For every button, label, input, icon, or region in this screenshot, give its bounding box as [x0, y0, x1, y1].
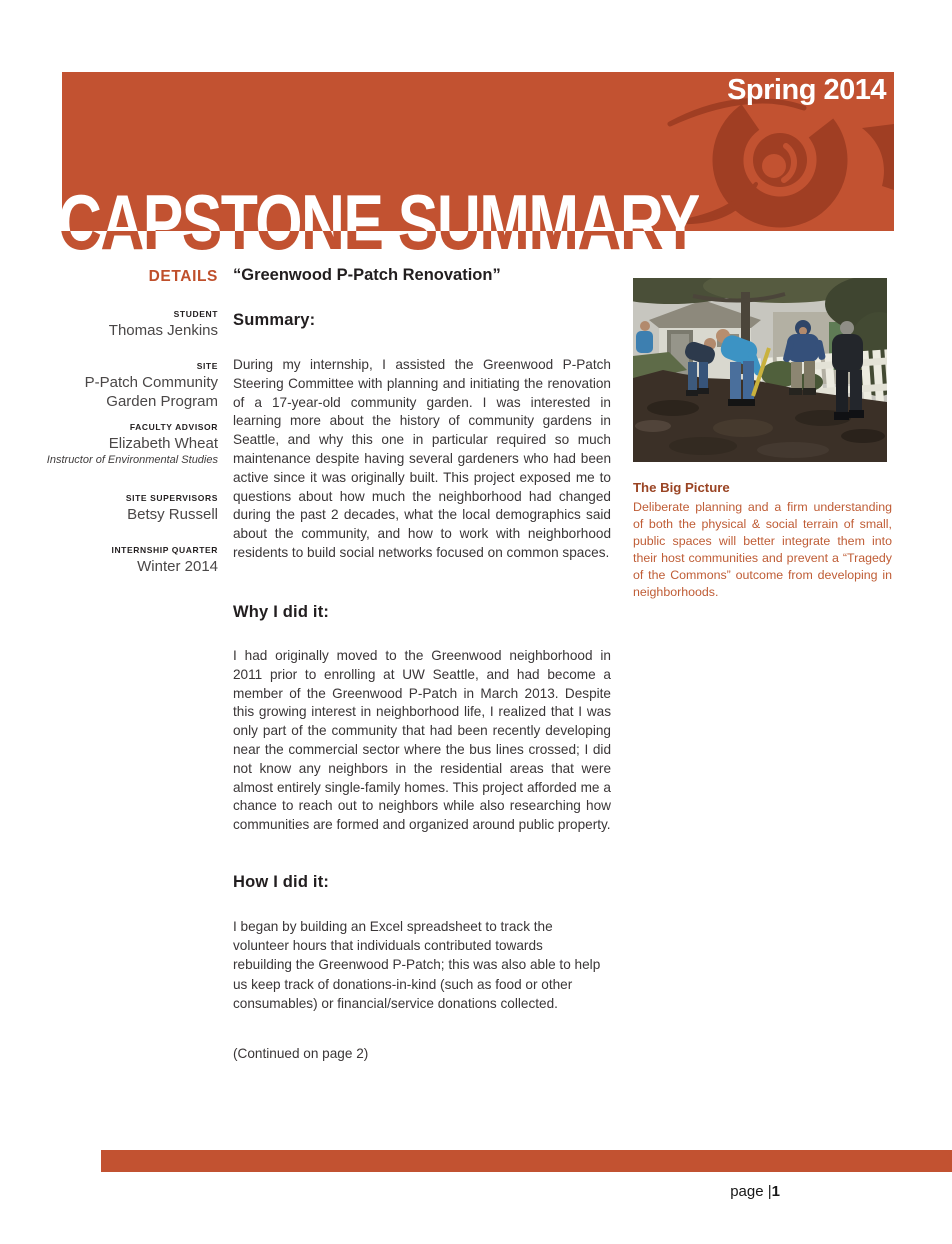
- field-value: P-Patch Community Garden Program: [84, 374, 218, 410]
- footer-band: [101, 1150, 952, 1172]
- big-picture-text: Deliberate planning and a firm understanding of both the physical & social terrain of small, public spaces will better integrate them into their host communities and prevent a “Tragedy of the Commons” outcome from developing in neighborhoods.: [633, 500, 892, 599]
- field-label: SITE SUPERVISORS: [125, 492, 218, 503]
- section-body-summary: During my internship, I assisted the Greenwood P-Patch Steering Committee with planning and initiating the renovation of a 17-year-old community garden. I was interested in learning more about the history of community gardens in Seattle, and why this one in particular required so much maintenance despite having several gardeners who had been active since it was originally built. This project exposed me to questions about how much the neighborhood had changed during the past 2 decades, what the local demographics said about the community, and how to work with neighborhood residents to build social networks focused on common spaces.: [233, 357, 611, 560]
- page-number-label: page |: [730, 1183, 772, 1200]
- garden-photo: [633, 278, 887, 462]
- continued-note: (Continued on page 2): [233, 1046, 369, 1061]
- field-internship-quarter: [40, 545, 218, 576]
- section-heading-how: How I did it:: [233, 873, 330, 891]
- field-note: Instructor of Environmental Studies: [46, 454, 218, 466]
- field-label: SITE: [196, 361, 218, 371]
- field-value: Winter 2014: [137, 557, 218, 575]
- field-faculty-advisor: [40, 422, 218, 468]
- issue-date: Spring 2014: [727, 74, 886, 106]
- page-number-value: 1: [771, 1183, 780, 1200]
- page-title: CAPSTONE SUMMARY: [58, 178, 699, 266]
- section-body-why: I had originally moved to the Greenwood neighborhood in 2011 prior to enrolling at UW Seattle, and had become a member of the Greenwood P-Patch in March 2013. Despite this growing interest in neighborhood life, I realized that I was only part of the community that had been recently developing near the commercial sector where the bus lines crossed; I did not know any neighbors in the residential areas that were almost entirely single-family homes. This project afforded me a chance to reach out to neighbors while also researching how communities are formed and organized around public property.: [233, 648, 611, 833]
- field-label: FACULTY ADVISOR: [129, 422, 218, 432]
- section-heading-why: Why I did it:: [233, 603, 330, 621]
- section-body-how: I began by building an Excel spreadsheet to track the volunteer hours that individuals contributed towards rebuilding the Greenwood P-Patch; this was also able to help us keep track of donations-in-kind (such as food or other consumables) or financial/service donations collected.: [233, 919, 601, 1011]
- field-student: [40, 309, 218, 340]
- field-value: Thomas Jenkins: [108, 322, 218, 339]
- section-heading-summary: Summary:: [233, 311, 316, 329]
- page-number: [730, 1183, 780, 1200]
- swirl-logo-icon: [666, 90, 894, 231]
- field-label: INTERNSHIP QUARTER: [111, 544, 218, 555]
- field-site-supervisors: [40, 493, 218, 524]
- big-picture-heading: The Big Picture: [633, 480, 730, 495]
- field-value: Elizabeth Wheat: [108, 435, 218, 452]
- details-heading: DETAILS: [148, 268, 218, 285]
- article-title: “Greenwood P-Patch Renovation”: [233, 266, 501, 284]
- field-site: [40, 361, 218, 411]
- details-sidebar: [40, 268, 218, 597]
- field-value: Betsy Russell: [127, 505, 218, 523]
- field-label: STUDENT: [173, 309, 218, 319]
